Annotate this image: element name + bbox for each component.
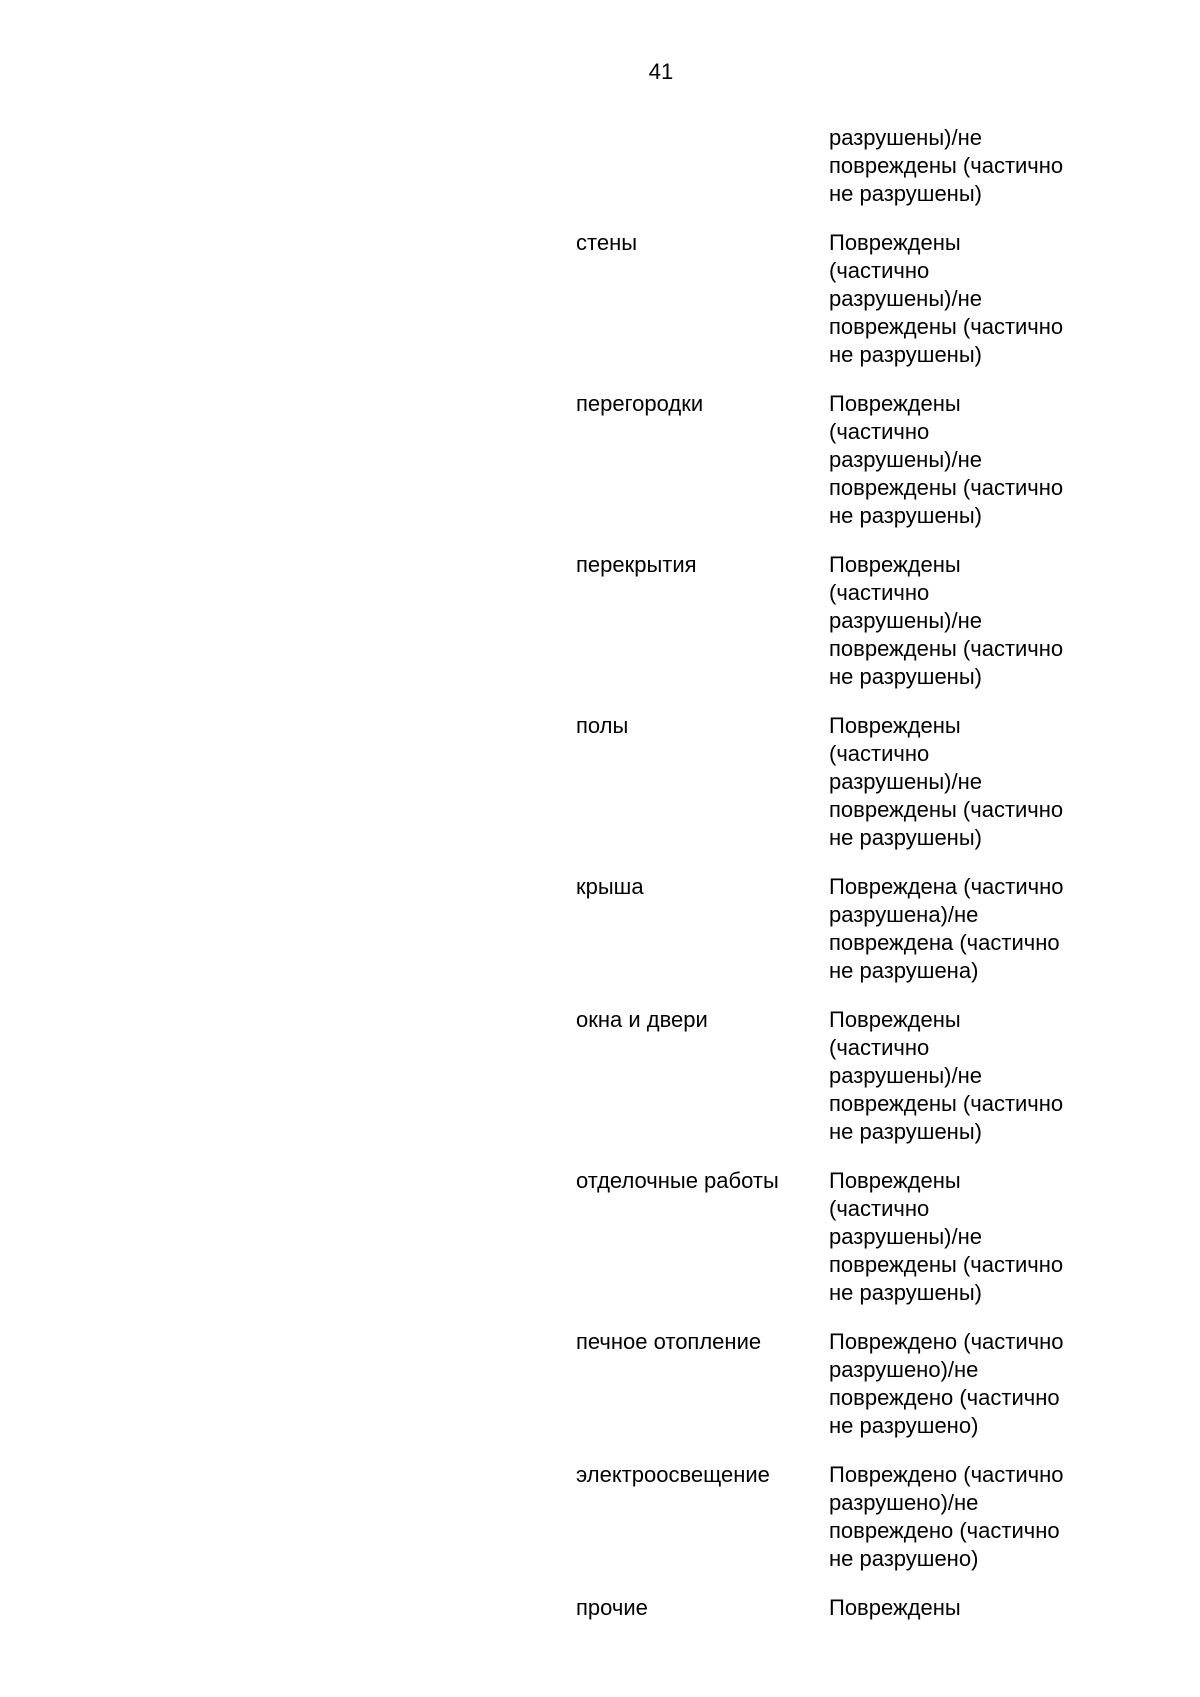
row-label: окна и двери [576,1007,708,1032]
row-value: Повреждены (частично разрушены)/не повреждены (частично не разрушены) [829,230,1064,367]
row-value: Повреждены (частично разрушены)/не повреждены (частично не разрушены) [829,713,1064,850]
row-value: Повреждено (частично разрушено)/не повреждено (частично не разрушено) [829,1329,1064,1438]
row-value: Повреждены [829,1595,961,1620]
table-row-finishing [576,1167,1136,1307]
table-row-partitions [576,390,1136,530]
page-number: 41 [648,59,674,84]
table-row-other [576,1594,1136,1622]
row-label: печное отопление [576,1329,762,1354]
row-label: перегородки [576,391,704,416]
row-label: стены [576,230,638,255]
table-row-stove-heating [576,1328,1136,1440]
row-label: электроосвещение [576,1462,770,1487]
table-row-walls [576,229,1136,369]
row-label: полы [576,713,629,738]
row-value: Повреждена (частично разрушена)/не повреждена (частично не разрушена) [829,874,1064,983]
row-label: отделочные работы [576,1168,779,1193]
row-label: прочие [576,1595,648,1620]
row-label: перекрытия [576,552,697,577]
row-value: Повреждены (частично разрушены)/не повреждены (частично не разрушены) [829,391,1064,528]
table-row-windows-doors [576,1006,1136,1146]
element-condition-table [576,229,1136,1643]
row-value: Повреждено (частично разрушено)/не повреждено (частично не разрушено) [829,1462,1064,1571]
table-row-floors [576,712,1136,852]
row-value: Повреждены (частично разрушены)/не повреждены (частично не разрушены) [829,1007,1064,1144]
table-row-floors-slabs [576,551,1136,691]
table-row-electric-lighting [576,1461,1136,1573]
continuation-value: разрушены)/не повреждены (частично не разрушены) [829,125,1064,206]
row-value: Повреждены (частично разрушены)/не повреждены (частично не разрушены) [829,552,1064,689]
row-label: крыша [576,874,644,899]
table-row-roof [576,873,1136,985]
row-value: Повреждены (частично разрушены)/не повреждены (частично не разрушены) [829,1168,1064,1305]
